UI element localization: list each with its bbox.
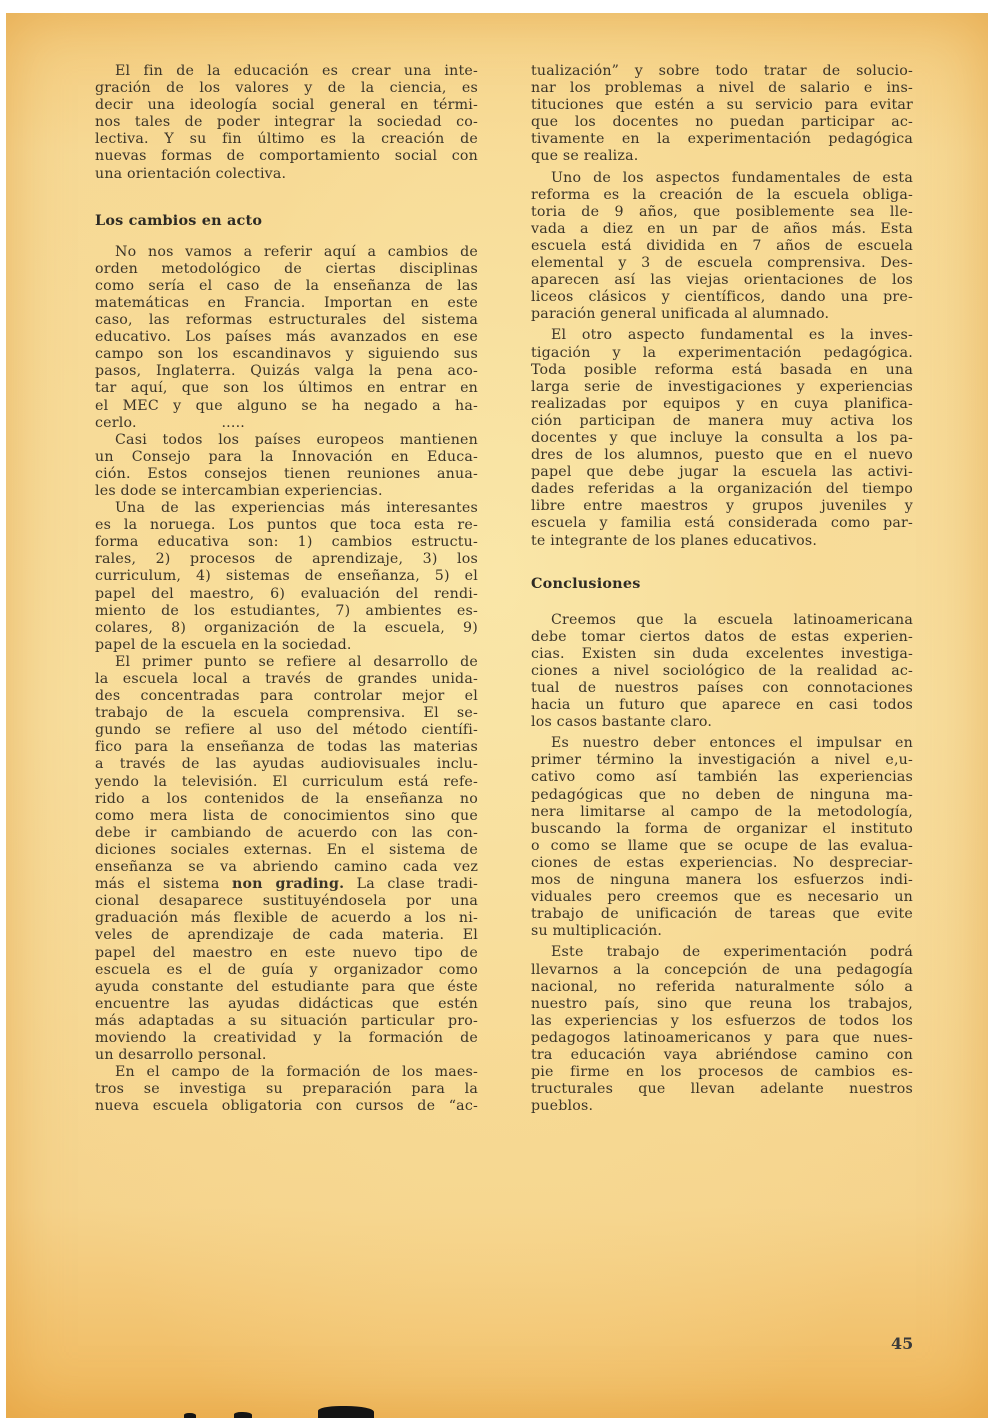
text-line: nar los problemas a nivel de salario e ins- [531,80,913,97]
text-line: El fin de la educación es crear una inte- [115,63,478,79]
text-line: rido a los contenidos de la enseñanza no [95,790,478,807]
text-line: pueblos. [531,1098,594,1115]
text-line: pedagógicas que no deben de ninguna ma- [531,786,913,803]
left-column [95,63,478,1115]
text-line: des concentradas para controlar mejor el [95,688,478,705]
text-line: Es nuestro deber entonces el impulsar en [551,735,913,752]
paragraph [95,500,478,654]
text-line: un Consejo para la Innovación en Educa- [95,448,478,465]
text-line: papel que debe jugar la escuela las activi- [531,464,913,481]
text-line: lectiva. Y su fin último es la creación de [95,131,478,148]
text-line: paración general unificada al alumnado. [531,306,830,323]
text-line: vada a diez en un par de años más. Esta [531,220,913,237]
text-line: a través de las ayudas audiovisuales inclu- [95,756,478,773]
text-line: llevarnos a la concepción de una pedagogía [531,961,913,978]
text-line: tructurales que llevan adelante nuestros [531,1081,913,1098]
text-run: La clase tradi- [344,876,478,893]
text-line: tra educación vaya abriéndose camino con [531,1046,913,1063]
text-line: enseñanza se va abriendo camino cada vez [95,859,478,876]
text-line: decir una ideología social general en térmi- [95,97,478,114]
text-line: tigación y la experimentación pedagógica. [531,344,913,361]
text-line: elemental y 3 de escuela comprensiva. Des- [531,255,913,272]
text-line: que se realiza. [531,148,639,165]
ink-blot [318,1406,374,1418]
text-line: la escuela local a través de grandes unida- [95,671,478,687]
text-line: ciones de estas experiencias. No despreciar- [531,854,913,871]
text-line: toria de 9 años, que posiblemente sea lle- [531,203,913,220]
text-line: cional desaparece sustituyéndosela por una [95,893,478,910]
paragraph [531,612,913,732]
section-heading-conclusiones: Conclusiones [531,574,641,592]
text-line: caso, las reformas estructurales del sistema [95,312,478,329]
text-line: Este trabajo de experimentación podrá [551,944,913,961]
text-line: tituciones que estén a su servicio para evitar [531,97,913,114]
text-line: cativo como así también las experiencias [531,769,913,786]
text-line: una orientación colectiva. [95,165,287,182]
text-line: buscando la forma de organizar el instituto [531,820,913,837]
paragraph [531,170,913,324]
text-line: escuela es el de guía y organizador como [95,961,478,978]
text-line: tivamente en la experimentación pedagógica [531,131,913,148]
paragraph [95,432,478,500]
right-column [531,63,913,1115]
text-line: más adaptadas a su situación particular pro- [95,1012,478,1029]
text-line: es la noruega. Los puntos que toca esta re- [95,517,478,534]
text-line: El primer punto se refiere al desarrollo de [115,653,478,670]
text-line: trabajo de unificación de tareas que evite [531,906,913,923]
text-line: encuentre las ayudas didácticas que estén [95,995,478,1012]
text-line: o como se llame que se ocupe de las evalua- [531,837,913,854]
text-line: rales, 2) procesos de aprendizaje, 3) los [95,551,478,568]
text-line: debe ir cambiando de acuerdo con las con- [95,824,478,841]
text-line: docentes y que incluye la consulta a los pa- [531,429,913,446]
text-line: como mera lista de conocimientos sino que [95,807,478,824]
text-line: En el campo de la formación de los maes- [115,1064,478,1081]
text-line: nuestro país, sino que reuna los trabajos, [531,995,913,1012]
text-line: educativo. Los países más avanzados en ese [95,329,478,346]
text-line: un desarrollo personal. [95,1047,267,1064]
text-line: hacia un futuro que aparece en casi todos [531,697,913,714]
text-line: curriculum, 4) sistemas de enseñanza, 5) el [95,568,478,585]
text-line: papel del maestro en este nuevo tipo de [95,944,478,961]
text-line-with-bold [95,876,478,893]
text-line: veles de aprendizaje de cada materia. El [95,927,478,944]
page-number: 45 [891,1334,914,1353]
text-line: nueva escuela obligatoria con cursos de “ac- [95,1098,478,1115]
paragraph-intro [95,63,478,183]
text-line: forma educativa son: 1) cambios estructu- [95,534,478,551]
text-line: Casi todos los países europeos mantienen [115,431,478,448]
text-line: matemáticas en Francia. Importan en este [95,294,478,311]
ink-blot [184,1413,196,1418]
paragraph [95,654,478,1064]
text-line: nuevas formas de comportamiento social con [95,148,478,165]
text-line: su multiplicación. [531,923,663,940]
text-line: Toda posible reforma está basada en una [531,361,913,378]
text-line: larga serie de investigaciones y experiencias [531,378,913,395]
ink-blot [234,1412,252,1418]
paragraph [531,735,913,940]
text-line: las experiencias y los esfuerzos de todos los [531,1012,913,1029]
text-line: El otro aspecto fundamental es la inves- [551,327,913,344]
text-line: que los docentes no puedan participar ac- [531,114,913,131]
text-line: diciones sociales externas. En el sistema de [95,841,478,858]
text-line: nacional, no referida naturalmente sólo a [531,978,913,995]
text-line: cerlo. ..... [95,414,245,431]
text-line: ciones a nivel sociológico de la realidad ac- [531,662,913,679]
text-line: liceos clásicos y científicos, dando una pre- [531,289,913,306]
text-line: Uno de los aspectos fundamentales de esta [551,169,913,186]
text-line: pasos, Inglaterra. Quizás valga la pena aco- [95,363,478,380]
text-line: primer término la investigación a nivel e,u- [531,752,913,769]
bold-term-non-grading: non grading. [231,876,345,893]
text-line: tar aquí, que son los últimos en entrar en [95,380,478,397]
text-line: ayuda constante del estudiante para que éste [95,978,478,995]
paragraph [531,944,913,1115]
section-heading-cambios: Los cambios en acto [95,211,263,229]
text-line: tualización” y sobre todo tratar de solucio- [531,63,913,79]
text-line: campo son los escandinavos y siguiendo sus [95,346,478,363]
text-line: realizadas por equipos y en cuya planifica- [531,395,913,412]
text-line: nos tales de poder integrar la sociedad co- [95,114,478,131]
text-line: como sería el caso de la enseñanza de las [95,277,478,294]
text-line: los casos bastante claro. [531,714,713,731]
text-line: dres de los alumnos, puesto que en el nuevo [531,447,913,464]
text-line: mos de ninguna manera los esfuerzos indi- [531,872,913,889]
text-line: nera limitarse al campo de la metodología, [531,803,913,820]
text-line: les dode se intercambian experiencias. [95,482,383,499]
text-line: pie firme en los procesos de cambios es- [531,1064,913,1081]
text-line: colares, 8) organización de la escuela, 9) [95,619,478,636]
text-line: gundo se refiere al uso del método científi- [95,722,478,739]
text-line: ción. Estos consejos tienen reuniones anua- [95,465,478,482]
text-line: fico para la enseñanza de todas las materias [95,739,478,756]
text-line: dades referidas a la organización del tiempo [531,481,913,498]
text-line: aparecen así las viejas orientaciones de los [531,272,913,289]
text-line: miento de los estudiantes, 7) ambientes es- [95,602,478,619]
text-line: escuela está dividida en 7 años de escuela [531,237,913,254]
text-line: tual de nuestros países con connotaciones [531,680,913,696]
text-line: tros se investiga su preparación para la [95,1081,478,1098]
scanned-page [6,13,988,1418]
text-line: trabajo de la escuela comprensiva. El se- [95,705,478,722]
paragraph [95,1064,478,1115]
text-line: No nos vamos a referir aquí a cambios de [115,243,478,260]
text-line: graduación más flexible de acuerdo a los ni- [95,910,478,927]
text-line: orden metodológico de ciertas disciplinas [95,260,478,277]
text-line: te integrante de los planes educativos. [531,532,818,549]
text-line: ción participan de manera muy activa los [531,412,913,429]
text-run: más el sistema [95,876,232,893]
text-line: el MEC y que alguno se ha negado a ha- [95,397,478,414]
text-line: pedagogos latinoamericanos y para que nues- [531,1029,913,1046]
text-line: reforma es la creación de la escuela obliga- [531,186,913,203]
text-line: cias. Existen sin duda excelentes investiga- [531,645,913,662]
text-line: debe tomar ciertos datos de estas experien- [531,628,913,645]
text-line: escuela y familia está considerada como par- [531,515,913,532]
text-line: Una de las experiencias más interesantes [115,500,478,517]
paragraph [531,327,913,549]
text-line: papel del maestro, 6) evaluación del rendi- [95,585,478,602]
text-line: viduales pero creemos que es necesario un [531,889,913,906]
text-line: libre entre maestros y grupos juveniles y [531,498,913,515]
paragraph [531,63,913,166]
text-line: yendo la televisión. El curriculum está refe- [95,773,478,790]
text-line: moviendo la creatividad y la formación de [95,1029,478,1046]
text-line: gración de los valores y de la ciencia, es [95,80,478,97]
text-line: Creemos que la escuela latinoamericana [551,611,913,628]
text-line: papel de la escuela en la sociedad. [95,636,352,653]
paragraph [95,244,478,432]
